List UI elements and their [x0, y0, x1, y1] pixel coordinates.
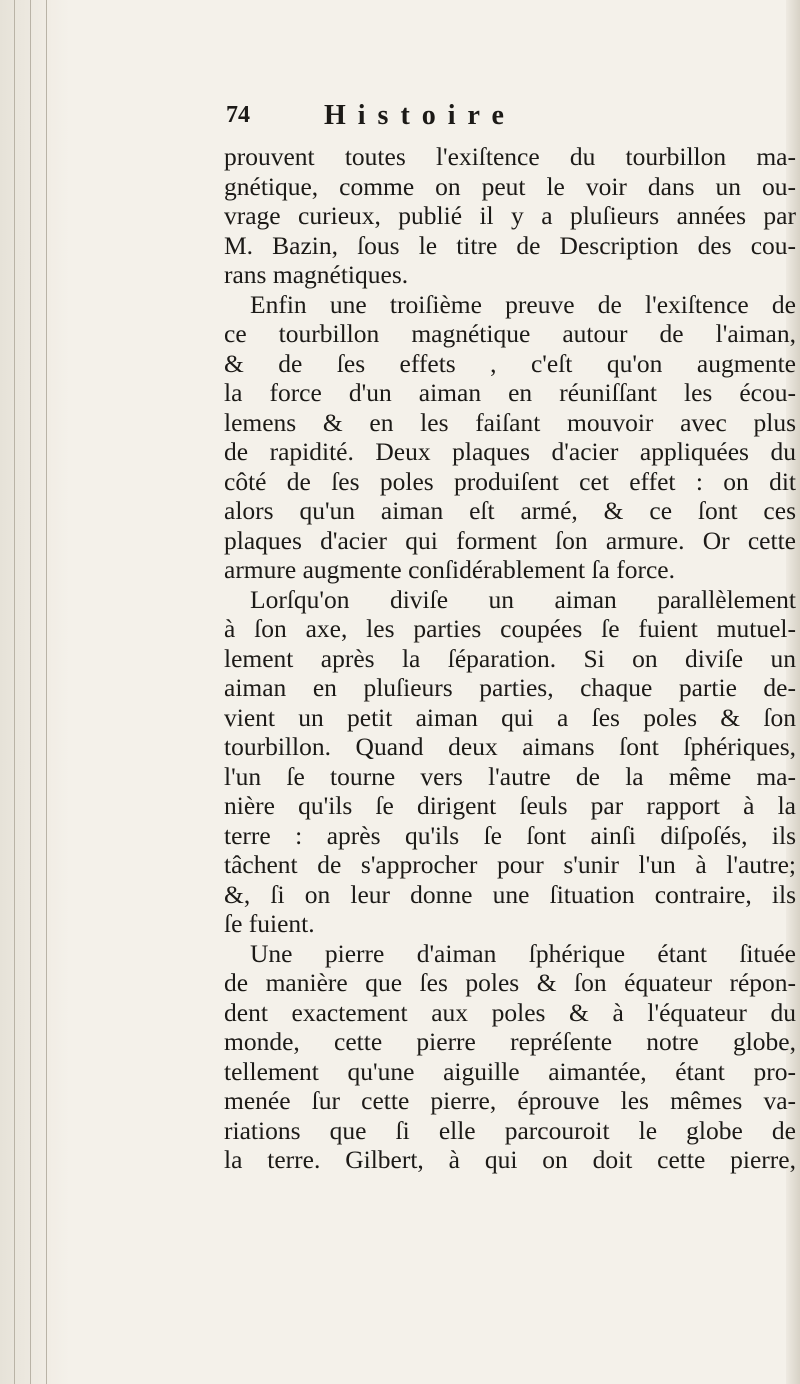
text-line: menée ſur cette pierre, éprouve les mêmes va-	[224, 1086, 796, 1115]
book-page	[224, 100, 796, 1175]
text-line: vrage curieux, publié il y a pluſieurs années par	[224, 201, 796, 230]
running-head	[224, 100, 796, 142]
text-line: Lorſqu'on diviſe un aiman parallèlement	[250, 584, 796, 614]
text-line: ſe fuient.	[224, 909, 315, 938]
body-text	[224, 142, 796, 1175]
text-line: aiman en pluſieurs parties, chaque partie de-	[224, 673, 796, 702]
margin-rule	[46, 0, 47, 1384]
text-line: dent exactement aux poles & à l'équateur du	[224, 997, 796, 1027]
text-line: Enfin une troiſième preuve de l'exiſtence de	[250, 289, 796, 319]
text-line: & de ſes effets , c'eſt qu'on augmente	[224, 348, 796, 378]
text-line: nière qu'ils ſe dirigent ſeuls par rapport à la	[224, 791, 796, 820]
text-line: terre : après qu'ils ſe ſont ainſi diſpoſés, ils	[224, 820, 796, 850]
page-number: 74	[226, 102, 250, 128]
text-line: la terre. Gilbert, à qui on doit cette pierre,	[224, 1145, 796, 1174]
text-line: prouvent toutes l'exiſtence du tourbillon ma-	[224, 142, 796, 171]
text-line: M. Bazin, ſous le titre de Description des cou-	[224, 230, 796, 260]
text-line: de manière que ſes poles & ſon équateur répon-	[224, 968, 796, 997]
text-line: vient un petit aiman qui a ſes poles & ſon	[224, 702, 796, 732]
text-line: tellement qu'une aiguille aimantée, étant pro-	[224, 1056, 796, 1086]
text-line: tourbillon. Quand deux aimans ſont ſphériques,	[224, 732, 796, 761]
text-line: armure augmente conſidérablement ſa force.	[224, 555, 675, 584]
text-line: l'un ſe tourne vers l'autre de la même ma-	[224, 761, 796, 791]
page-edge-left	[0, 0, 70, 1384]
text-line: monde, cette pierre repréſente notre globe,	[224, 1027, 796, 1056]
text-line: rans magnétiques.	[224, 260, 409, 289]
text-line: riations que ſi elle parcouroit le globe de	[224, 1115, 796, 1145]
text-line: la force d'un aiman en réuniſſant les écou-	[224, 378, 796, 407]
margin-rule	[14, 0, 15, 1384]
margin-rule	[30, 0, 31, 1384]
text-line: plaques d'acier qui forment ſon armure. Or cette	[224, 525, 796, 555]
text-line: côté de ſes poles produiſent cet effet : on dit	[224, 466, 796, 496]
text-line: &, ſi on leur donne une ſituation contraire, ils	[224, 879, 796, 909]
text-line: à ſon axe, les parties coupées ſe fuient mutuel-	[224, 614, 796, 643]
text-line: alors qu'un aiman eſt armé, & ce ſont ces	[224, 496, 796, 525]
text-line: gnétique, comme on peut le voir dans un ou-	[224, 171, 796, 201]
text-line: lemens & en les faiſant mouvoir avec plus	[224, 407, 796, 437]
text-line: lement après la ſéparation. Si on diviſe un	[224, 643, 796, 673]
running-title: Histoire	[324, 100, 516, 131]
text-line: de rapidité. Deux plaques d'acier appliquées du	[224, 437, 796, 466]
text-line: tâchent de s'approcher pour s'unir l'un à l'autre;	[224, 850, 796, 879]
text-line: Une pierre d'aiman ſphérique étant ſituée	[250, 938, 796, 968]
text-line: ce tourbillon magnétique autour de l'aiman,	[224, 319, 796, 348]
